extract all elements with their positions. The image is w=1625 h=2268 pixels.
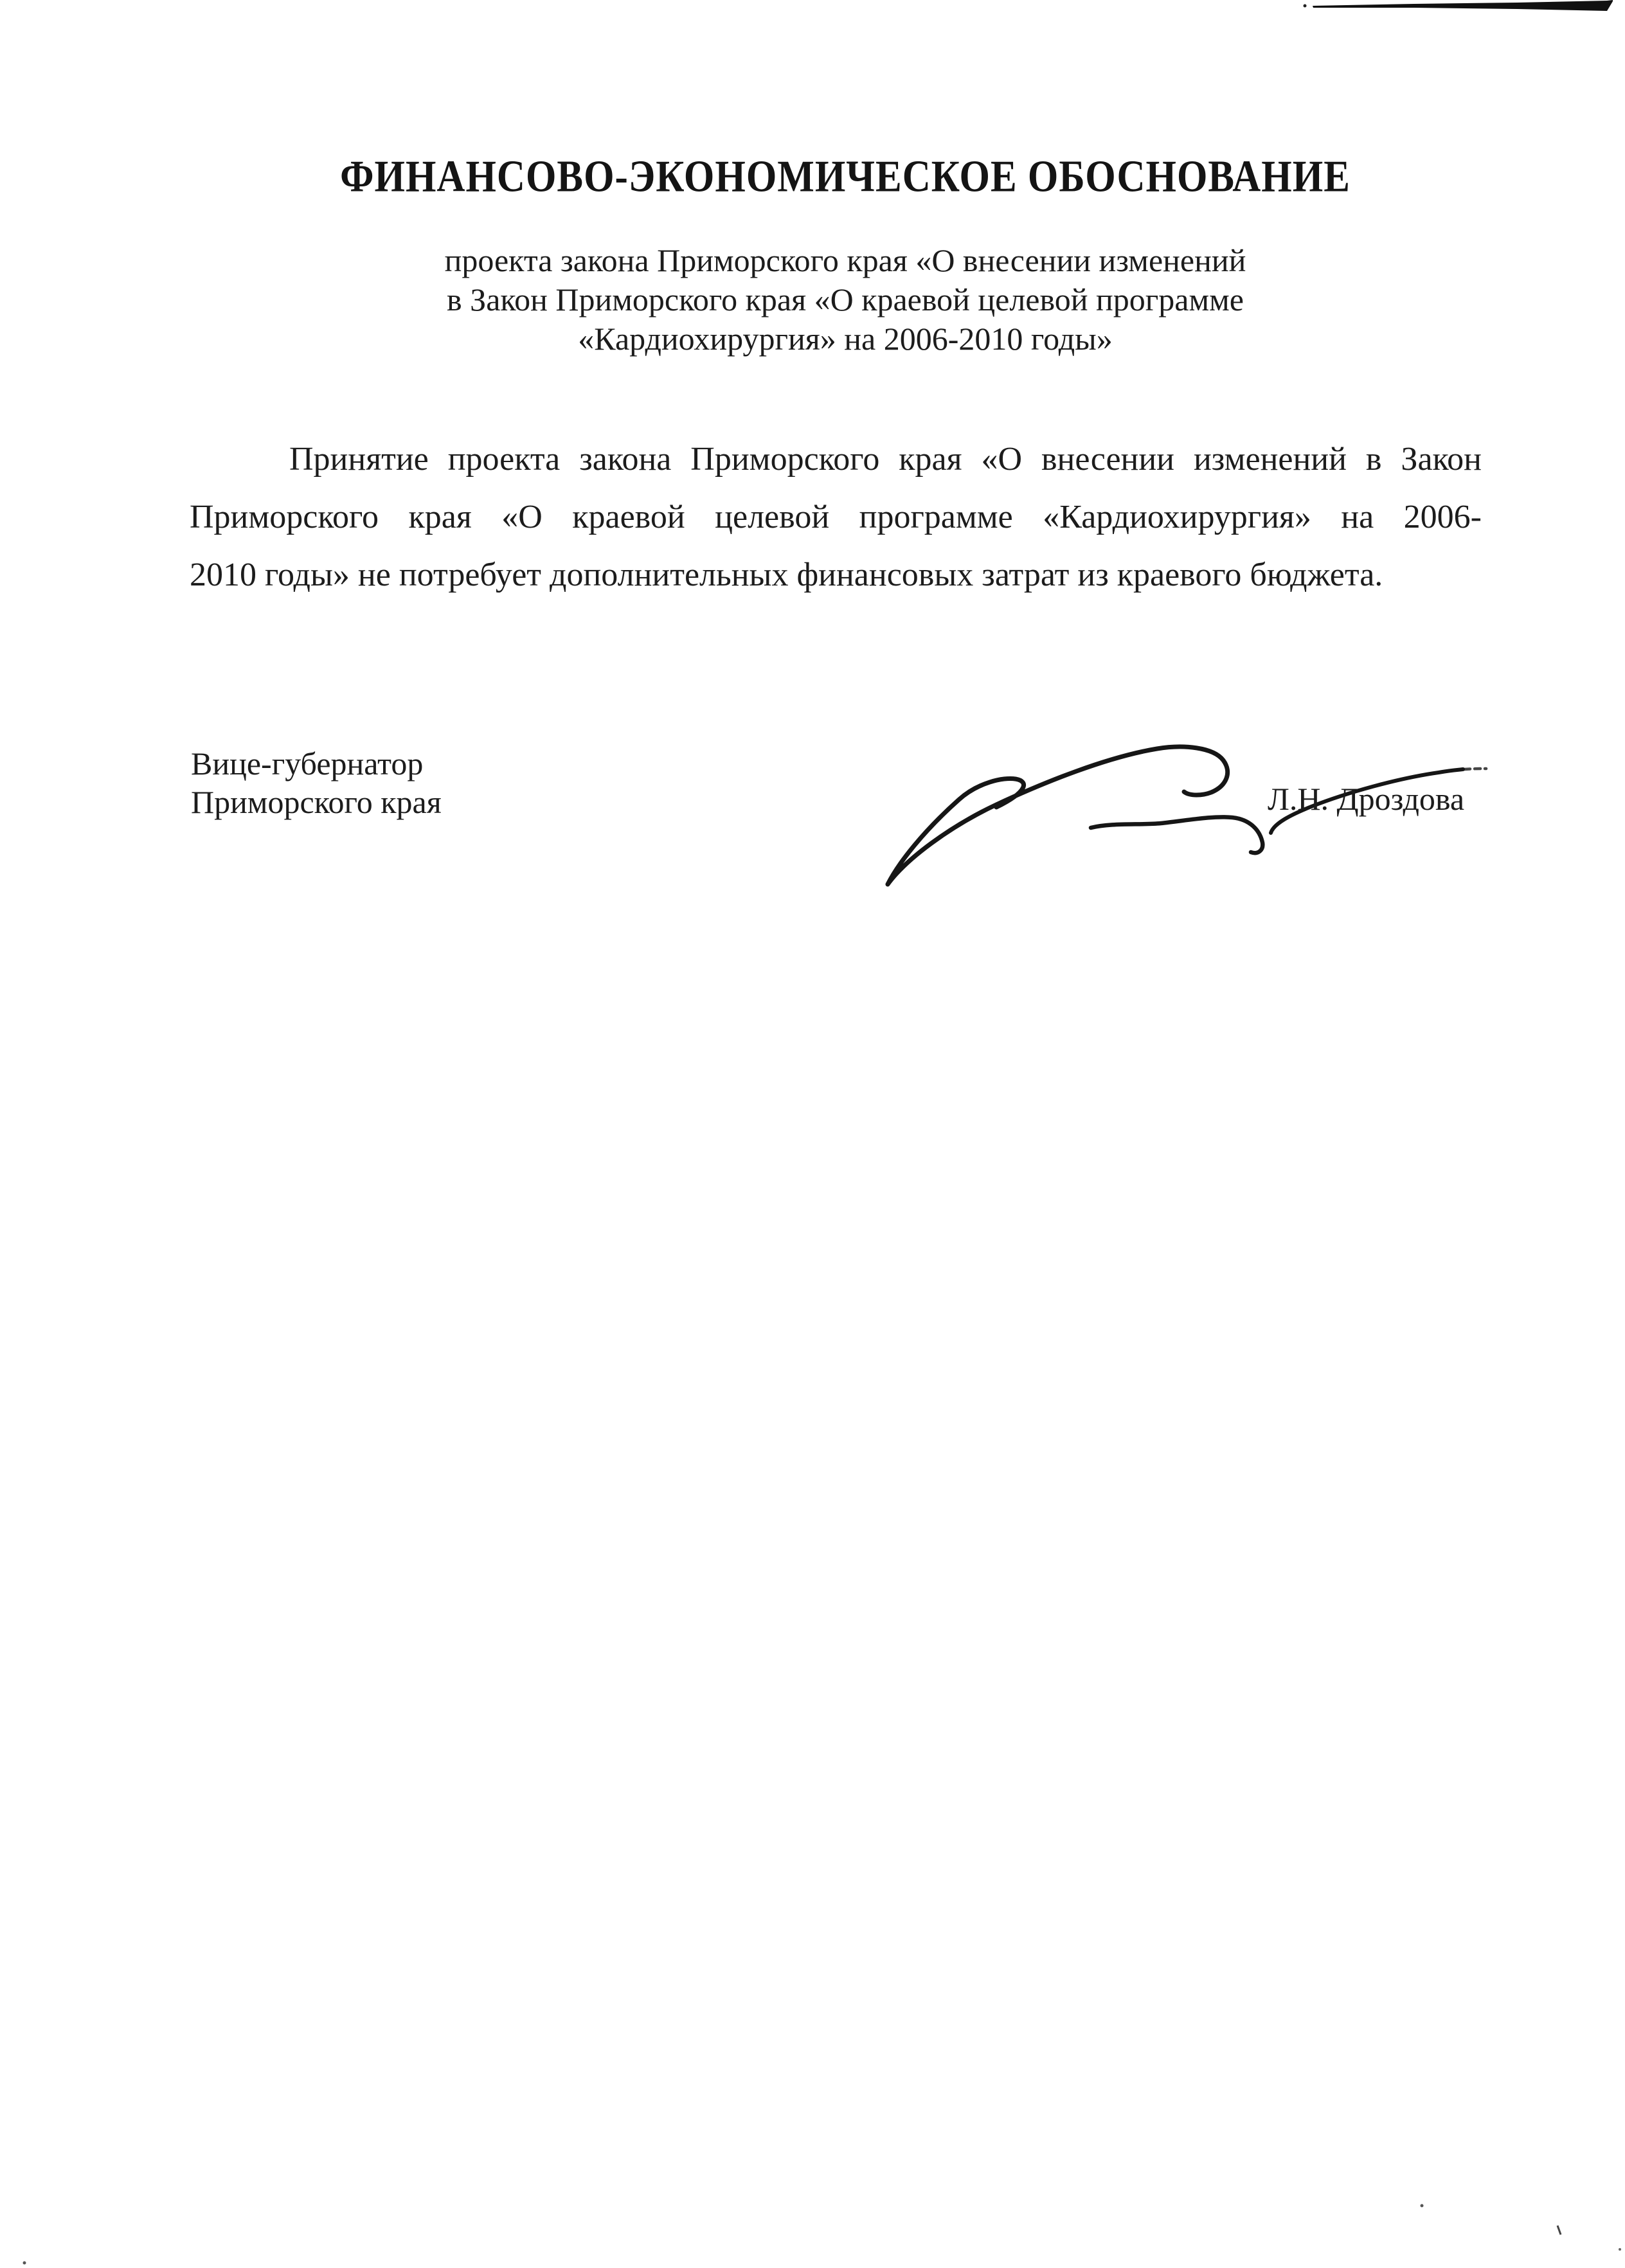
subtitle-line-3: «Кардиохирургия» на 2006-2010 годы» (578, 321, 1113, 357)
body-line-2: Приморского края «О краевой целевой программе «Кардиохирургия» на 2006- (190, 499, 1482, 535)
scan-artifact-speck (1421, 2204, 1424, 2208)
subtitle-line-1: проекта закона Приморского края «О внесении изменений (444, 242, 1246, 278)
scan-artifact-speck (1304, 4, 1307, 8)
scan-artifact-speck (1619, 2248, 1621, 2251)
body-line-3: 2010 годы» не потребует дополнительных финансовых затрат из краевого бюджета. (190, 557, 1383, 593)
subtitle-line-2: в Закон Приморского края «О краевой целевой программе (447, 281, 1244, 317)
body-line-1: Принятие проекта закона Приморского края «О внесении изменений в Закон (289, 441, 1482, 478)
document-title: ФИНАНСОВО-ЭКОНОМИЧЕСКОЕ ОБОСНОВАНИЕ (340, 152, 1351, 202)
signature-lower-stroke (1091, 817, 1262, 853)
signatory-position (191, 744, 442, 821)
scan-artifact-top-line (1313, 0, 1613, 11)
document-subtitle (202, 241, 1488, 359)
signatory-position-line-1: Вице-губернатор (191, 746, 424, 781)
signatory-position-line-2: Приморского края (191, 784, 442, 820)
body-paragraph (190, 431, 1482, 604)
scan-artifact-speck (23, 2262, 26, 2265)
scan-artifact-speck (1558, 2226, 1561, 2235)
signature-main-stroke (888, 747, 1228, 884)
signatory-name: Л.Н. Дроздова (1268, 781, 1465, 817)
